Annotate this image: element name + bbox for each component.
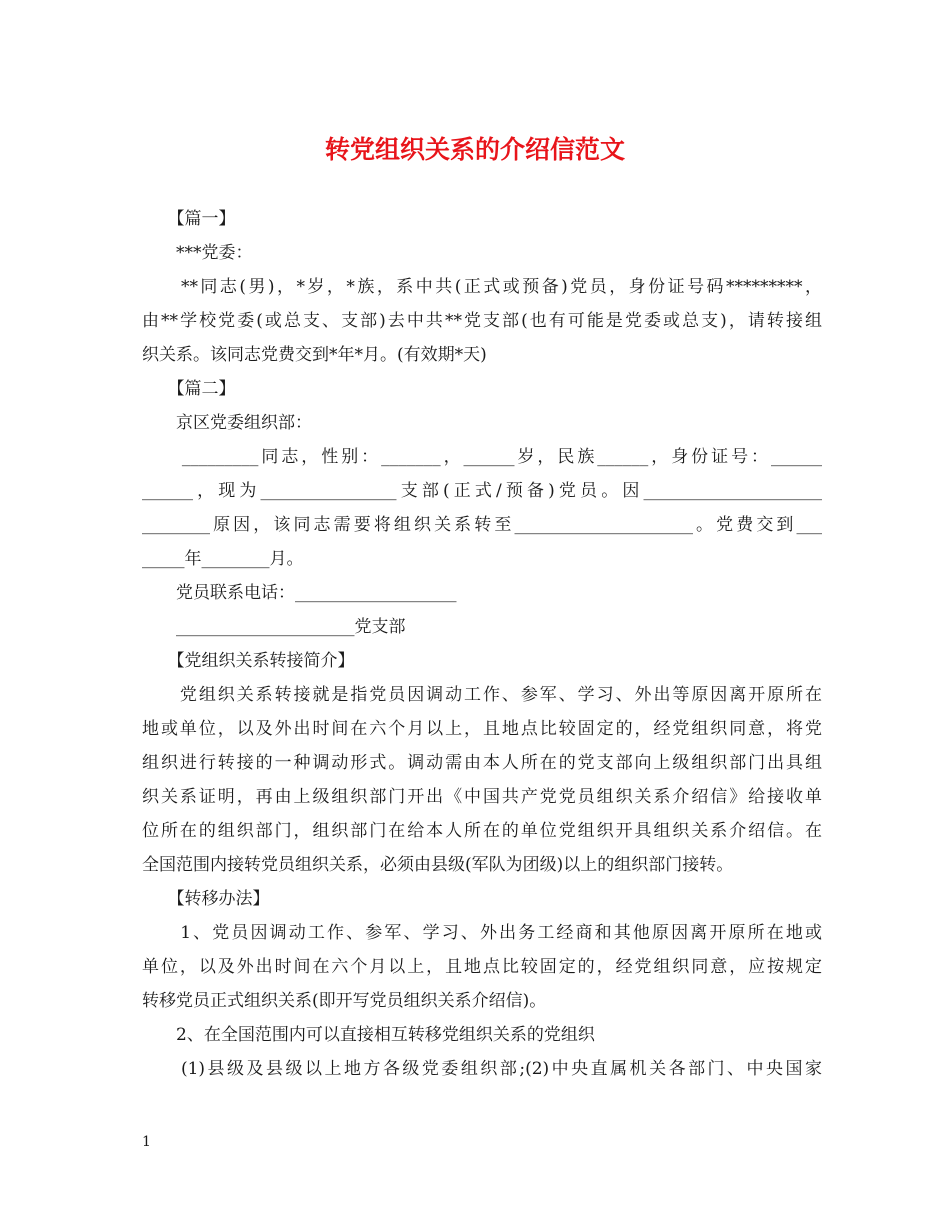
form-line: _________同志，性别：_______，______岁，民族______，身份证号：______ bbox=[142, 447, 822, 467]
signature-line: _____________________党支部 bbox=[142, 617, 406, 637]
paragraph-line: 由**学校党委(或总支、支部)去中共**党支部(也有可能是党委或总支)，请转接组 bbox=[142, 311, 822, 331]
paragraph-line: 组织进行转接的一种调动形式。调动需由本人所在的党支部向上级组织部门出具组 bbox=[142, 753, 822, 773]
paragraph-line: 转移党员正式组织关系(即开写党员组织关系介绍信)。 bbox=[142, 991, 547, 1011]
paragraph-line: 2、在全国范围内可以直接相互转移党组织关系的党组织 bbox=[142, 1025, 595, 1045]
paragraph-line: 1、党员因调动工作、参军、学习、外出务工经商和其他原因离开原所在地或 bbox=[142, 923, 822, 943]
section-heading-part-two: 【篇二】 bbox=[142, 379, 236, 399]
section-heading-part-one: 【篇一】 bbox=[142, 209, 236, 229]
paragraph-line: (1)县级及县级以上地方各级党委组织部;(2)中央直属机关各部门、中央国家 bbox=[142, 1059, 822, 1079]
contact-phone-line: 党员联系电话：___________________ bbox=[142, 583, 457, 603]
paragraph-line: 党组织关系转接就是指党员因调动工作、参军、学习、外出等原因离开原所在 bbox=[142, 685, 822, 705]
section-heading-transfer-method: 【转移办法】 bbox=[142, 889, 270, 909]
document-title: 转党组织关系的介绍信范文 bbox=[324, 135, 625, 164]
paragraph-line: 位所在的组织部门，组织部门在给本人所在的单位党组织开具组织关系介绍信。在 bbox=[142, 821, 822, 841]
form-line: ________原因，该同志需要将组织关系转至_____________________。党费交到___ bbox=[142, 515, 822, 535]
paragraph-line: **同志(男)，*岁，*族，系中共(正式或预备)党员，身份证号码*********， bbox=[142, 277, 822, 297]
paragraph-line: 织关系证明，再由上级组织部门开出《中国共产党党员组织关系介绍信》给接收单 bbox=[142, 787, 822, 807]
letter-recipient: ***党委： bbox=[142, 243, 253, 263]
form-line: ______，现为________________支部(正式/预备)党员。因_____________________ bbox=[142, 481, 822, 501]
paragraph-line: 全国范围内接转党员组织关系，必须由县级(军队为团级)以上的组织部门接转。 bbox=[142, 855, 734, 875]
paragraph-line: 地或单位，以及外出时间在六个月以上，且地点比较固定的，经党组织同意，将党 bbox=[142, 719, 822, 739]
form-line: _____年________月。 bbox=[142, 549, 304, 569]
letter-recipient: 京区党委组织部： bbox=[142, 413, 312, 433]
section-heading-intro: 【党组织关系转接简介】 bbox=[142, 651, 355, 671]
page-number: 1 bbox=[142, 1134, 151, 1150]
paragraph-line: 织关系。该同志党费交到*年*月。(有效期*天) bbox=[142, 345, 487, 365]
paragraph-line: 单位，以及外出时间在六个月以上，且地点比较固定的，经党组织同意，应按规定 bbox=[142, 957, 822, 977]
